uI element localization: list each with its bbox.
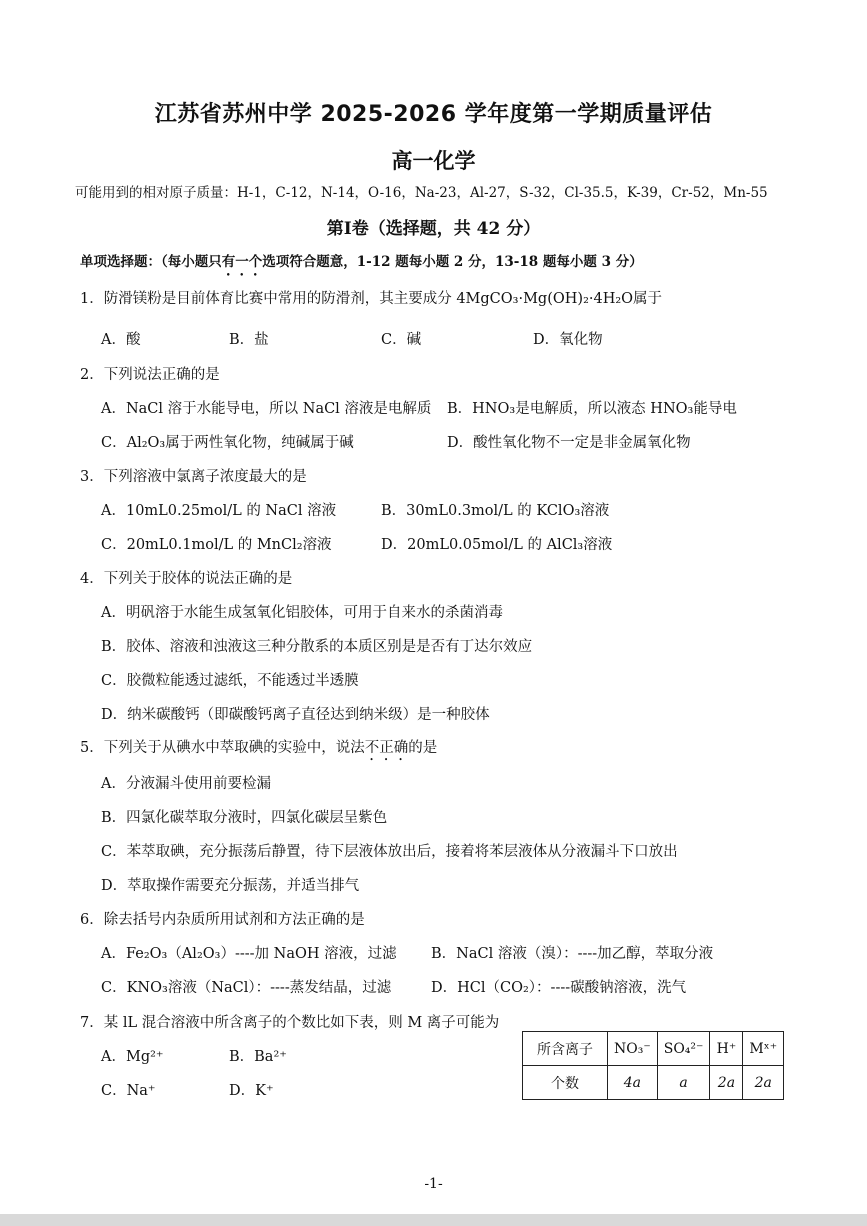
question-7-option-d: D．K⁺: [229, 1083, 274, 1099]
question-7-option-a: A．Mg²⁺: [101, 1049, 164, 1065]
instr-post: 选项符合题意，1-12 题每小题 2 分，13-18 题每小题 3 分）: [262, 254, 643, 270]
question-5-option-a: A．分液漏斗使用前要检漏: [101, 776, 271, 792]
question-1-option-c: C．碱: [381, 332, 422, 348]
ion-table-cell: 2a: [743, 1066, 784, 1100]
question-1-option-b: B．盐: [229, 332, 269, 348]
scan-edge: [0, 1214, 867, 1226]
question-4-option-c: C．胶微粒能透过滤纸，不能透过半透膜: [101, 673, 359, 689]
question-4-option-b: B．胶体、溶液和浊液这三种分散系的本质区别是是否有丁达尔效应: [101, 639, 533, 655]
question-3-stem: 3．下列溶液中氯离子浓度最大的是: [80, 469, 307, 485]
ion-table-cell: 4a: [608, 1066, 658, 1100]
ion-table-cell: Mˣ⁺: [743, 1032, 784, 1066]
ion-table-cell: 所含离子: [523, 1032, 608, 1066]
q5-stem-post: 的是: [408, 740, 438, 756]
question-6-option-c: C．KNO₃溶液（NaCl）：----蒸发结晶，过滤: [101, 980, 392, 996]
exam-subject: 高一化学: [391, 149, 476, 173]
question-1-stem: 1．防滑镁粉是目前体育比赛中常用的防滑剂，其主要成分 4MgCO₃·Mg(OH)₂·4H₂O属于: [80, 291, 663, 307]
question-7-stem: 7．某 lL 混合溶液中所含离子的个数比如下表，则 M 离子可能为: [80, 1015, 500, 1031]
page-number: -1-: [424, 1176, 443, 1192]
question-2-option-b: B．HNO₃是电解质，所以液态 HNO₃能导电: [447, 401, 737, 417]
atomic-masses: 可能用到的相对原子质量：H-1，C-12，N-14，O-16，Na-23，Al-27，S-32，Cl-35.5，K-39，Cr-52，Mn-55: [75, 185, 768, 201]
instr-pre: 单项选择题：（每小题只: [80, 254, 222, 270]
question-2-option-c: C．Al₂O₃属于两性氧化物，纯碱属于碱: [101, 435, 354, 451]
exam-title: 江苏省苏州中学 2025-2026 学年度第一学期质量评估: [154, 102, 713, 127]
section-title: 第Ⅰ卷（选择题，共 42 分）: [326, 219, 541, 239]
question-7-option-c: C．Na⁺: [101, 1083, 156, 1099]
question-1-option-a: A．酸: [101, 332, 141, 348]
question-4-option-d: D．纳米碳酸钙（即碳酸钙离子直径达到纳米级）是一种胶体: [101, 707, 490, 723]
ion-table-cell: NO₃⁻: [608, 1032, 658, 1066]
question-3-option-b: B．30mL0.3mol/L 的 KClO₃溶液: [381, 503, 610, 519]
question-4-option-a: A．明矾溶于水能生成氢氧化铝胶体，可用于自来水的杀菌消毒: [101, 605, 503, 621]
question-6-stem: 6．除去括号内杂质所用试剂和方法正确的是: [80, 912, 365, 928]
question-6-option-a: A．Fe₂O₃（Al₂O₃）----加 NaOH 溶液，过滤: [101, 946, 397, 962]
question-6-option-b: B．NaCl 溶液（溴）：----加乙醇，萃取分液: [431, 946, 714, 962]
ion-table-cell: 2a: [710, 1066, 743, 1100]
question-7-option-b: B．Ba²⁺: [229, 1049, 287, 1065]
ion-table-count-row: [523, 1066, 784, 1100]
ion-ratio-table: [522, 1031, 784, 1100]
ion-table-cell: 个数: [523, 1066, 608, 1100]
q5-stem-pre: 5．下列关于从碘水中萃取碘的实验中，说法: [80, 740, 365, 756]
ion-table-cell: a: [657, 1066, 710, 1100]
question-3-option-d: D．20mL0.05mol/L 的 AlCl₃溶液: [381, 537, 613, 553]
question-2-option-a: A．NaCl 溶于水能导电，所以 NaCl 溶液是电解质: [101, 401, 432, 417]
ion-table-header-row: [523, 1032, 784, 1066]
question-1-option-d: D．氧化物: [533, 332, 603, 348]
question-6-option-d: D．HCl（CO₂）：----碳酸钠溶液，洗气: [431, 980, 687, 996]
question-5-stem: [80, 736, 437, 764]
question-5-option-b: B．四氯化碳萃取分液时，四氯化碳层呈紫色: [101, 810, 388, 826]
question-4-stem: 4．下列关于胶体的说法正确的是: [80, 571, 293, 587]
question-2-option-d: D．酸性氧化物不一定是非金属氧化物: [447, 435, 691, 451]
q5-stem-emphasis: 不正确: [364, 740, 409, 756]
question-5-option-c: C．苯萃取碘，充分振荡后静置，待下层液体放出后，接着将苯层液体从分液漏斗下口放出: [101, 844, 678, 860]
ion-table-cell: SO₄²⁻: [657, 1032, 710, 1066]
question-3-option-c: C．20mL0.1mol/L 的 MnCl₂溶液: [101, 537, 332, 553]
ion-table-cell: H⁺: [710, 1032, 743, 1066]
question-2-stem: 2．下列说法正确的是: [80, 367, 220, 383]
question-3-option-a: A．10mL0.25mol/L 的 NaCl 溶液: [101, 503, 337, 519]
question-5-option-d: D．萃取操作需要充分振荡，并适当排气: [101, 878, 360, 894]
instr-emphasis: 有一个: [221, 254, 263, 270]
section-instructions: [80, 250, 643, 279]
